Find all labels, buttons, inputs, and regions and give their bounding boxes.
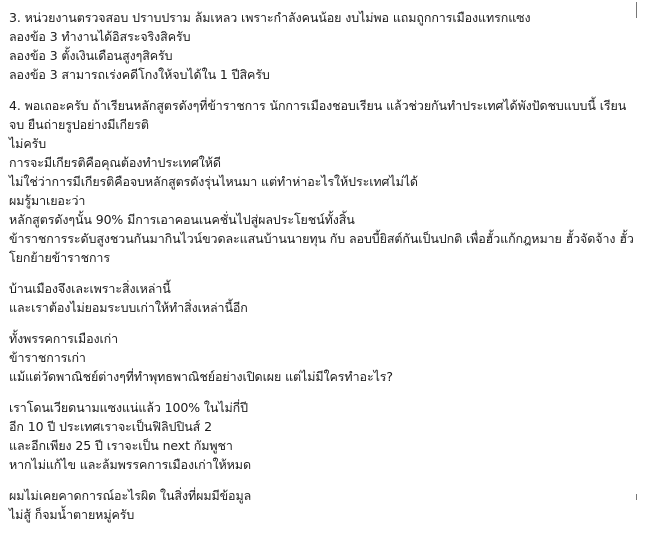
paragraph-closing (9, 486, 639, 524)
text-line: ข้าราชการระดับสูงชวนกันมากินไวน์ขวดละแสนบ้านนายทุน กับ ลอบบี้ยิสต์กันเป็นปกติ เพื่อฮั้วแก้กฎหมาย ฮั้วจัดจ้าง ฮั้วโยกย้ายข้าราชการ (9, 231, 634, 265)
paragraph-forecast (9, 398, 639, 474)
text-line: ไม่ใช่ว่าการมีเกียรติคือจบหลักสูตรดังรุ่นไหนมา แต่ทำห่าอะไรให้ประเทศไม่ได้ (9, 174, 418, 189)
text-line: ผมไม่เคยคาดการณ์อะไรผิด ในสิ่งที่ผมมีข้อมูล (9, 488, 252, 503)
text-line: หลักสูตรดังๆนั้น 90% มีการเอาคอนเนคชั่นไปสู่ผลประโยชน์ทั้งสิ้น (9, 212, 355, 227)
text-line: ไม่ครับ (9, 136, 47, 151)
text-line: ลองข้อ 3 ตั้งเงินเดือนสูงๆสิครับ (9, 48, 173, 63)
text-line: และอีกเพียง 25 ปี เราจะเป็น next กัมพูชา (9, 438, 233, 453)
paragraph-country-mess (9, 279, 639, 317)
text-line: ไม่สู้ ก็จมน้ำตายหมู่ครับ (9, 507, 135, 522)
text-line: หากไม่แก้ไข และล้มพรรคการเมืองเก่าให้หมด (9, 457, 251, 472)
text-line: 4. พอเถอะครับ ถ้าเรียนหลักสูตรดังๆที่ข้าราชการ นักการเมืองชอบเรียน แล้วช่วยกันทำประเทศได้พังปัดชบแบบนี้ เรียนจบ ยืนถ่ายรูปอย่างมีเกียรติ (9, 98, 627, 132)
text-line: ทั้งพรรคการเมืองเก่า (9, 331, 119, 346)
text-line: ข้าราชการเก่า (9, 350, 86, 365)
text-line: ผมรู้มาเยอะว่า (9, 193, 86, 208)
text-line: 3. หน่วยงานตรวจสอบ ปราบปราม ล้มเหลว เพราะกำลังคนน้อย งบไม่พอ แถมถูกการเมืองแทรกแซง (9, 10, 531, 25)
text-line: แม้แต่วัดพาณิชย์ต่างๆที่ทำพุทธพาณิชย์อย่างเปิดเผย แต่ไม่มีใครทำอะไร? (9, 369, 393, 384)
post-text-body (9, 8, 639, 536)
text-line: อีก 10 ปี ประเทศเราจะเป็นฟิลิปปินส์ 2 (9, 419, 212, 434)
text-line: และเราต้องไม่ยอมระบบเก่าให้ทำสิ่งเหล่านี้อีก (9, 300, 248, 315)
paragraph-point-4 (9, 96, 639, 267)
text-line: เราโดนเวียดนามแซงแน่แล้ว 100% ในไม่กี่ปี (9, 400, 248, 415)
text-line: บ้านเมืองจึงเละเพราะสิ่งเหล่านี้ (9, 281, 171, 296)
right-edge-mark-bottom (630, 494, 637, 500)
text-line: การจะมีเกียรติคือคุณต้องทำประเทศให้ดี (9, 155, 221, 170)
paragraph-point-3 (9, 8, 639, 84)
paragraph-old-system (9, 329, 639, 386)
text-line: ลองข้อ 3 สามารถเร่งคดีโกงให้จบได้ใน 1 ปีสิครับ (9, 67, 270, 82)
text-line: ลองข้อ 3 ทำงานได้อิสระจริงสิครับ (9, 29, 191, 44)
